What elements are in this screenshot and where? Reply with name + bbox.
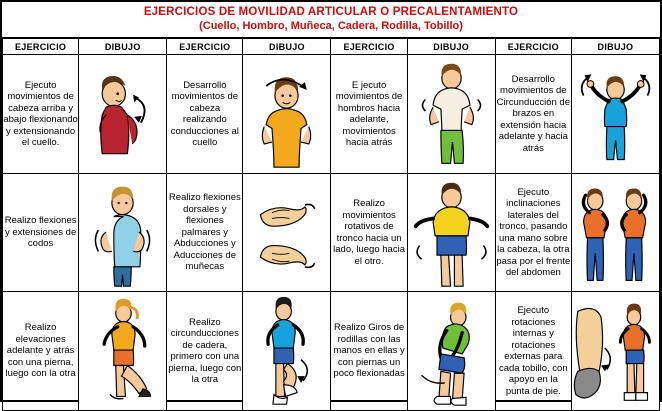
exercise-figure-cell [571, 292, 659, 411]
exercise-text: Realizo circunducciones de cadera, primero con una pierna, luego con la otra [167, 292, 243, 411]
wrist-flexion-figure [243, 174, 330, 291]
table-row [3, 55, 660, 174]
elbow-flexion-extension-figure [79, 174, 166, 291]
table-header-row [3, 39, 660, 55]
exercise-figure-cell [79, 174, 167, 292]
exercise-text: E jecuto movimientos de hombros hacia adelante, movimientos hacia atrás [331, 55, 407, 174]
exercise-figure-cell [407, 55, 495, 174]
neck-rotation-figure [243, 55, 330, 173]
exercise-text: Ejecuto movimientos de cabeza arriba y abajo flexionando y extensionando el cuello. [3, 55, 79, 174]
neck-flexion-extension-figure [79, 55, 166, 173]
exercise-text: Realizo flexiones y extensiones de codos [3, 174, 79, 292]
trunk-rotation-figure [408, 174, 495, 291]
header-drawing-2: DIBUJO [243, 39, 331, 55]
exercise-text: Realizo movimientos rotativos de tronco hacia un lado, luego hacia el otro. [331, 174, 407, 292]
title-line-2: (Cuello, Hombro, Muñeca, Cadera, Rodilla, Tobillo) [199, 20, 463, 32]
exercise-text: Realizo Giros de rodillas con las manos en ellas y con piernas un poco flexionadas [331, 292, 407, 411]
leg-raise-front-back-figure [79, 292, 166, 410]
shoulder-forward-backward-figure [408, 55, 495, 173]
header-drawing-3: DIBUJO [407, 39, 495, 55]
exercise-text: Ejecuto inclinaciones laterales del tronco, pasando una mano sobre la cabeza, la otra pasa por el frente del abdomen [495, 174, 571, 292]
header-exercise-4: EJERCICIO [495, 39, 571, 55]
table-row [3, 292, 660, 411]
exercise-figure-cell [79, 55, 167, 174]
exercise-text: Realizo flexiones dorsales y flexiones palmares y Abducciones y Aducciones de muñecas [167, 174, 243, 292]
exercise-figure-cell [243, 292, 331, 411]
exercise-text: Ejecuto rotaciones internas y rotaciones externas para cada tobillo, con apoyo en la punta de pie. [495, 292, 571, 411]
header-drawing-1: DIBUJO [79, 39, 167, 55]
lateral-trunk-bend-figure [572, 174, 659, 291]
header-drawing-4: DIBUJO [571, 39, 659, 55]
knee-circles-figure [408, 292, 495, 410]
sheet-title [2, 2, 660, 38]
exercise-text: Desarrollo movimientos de Circunducción de brazos en extensión hacia adelante y hacia atrás [495, 55, 571, 174]
header-exercise-2: EJERCICIO [167, 39, 243, 55]
exercise-text: Desarrollo movimientos de cabeza realizando conducciones al cuello [167, 55, 243, 174]
exercise-text: Realizo elevaciones adelante y atrás con una pierna, luego con la otra [3, 292, 79, 411]
exercise-table [2, 38, 660, 411]
hip-circumduction-figure [243, 292, 330, 410]
exercise-figure-cell [407, 292, 495, 411]
exercise-figure-cell [571, 55, 659, 174]
ankle-rotation-figure [572, 292, 659, 410]
exercise-figure-cell [407, 174, 495, 292]
exercise-figure-cell [243, 174, 331, 292]
exercise-figure-cell [571, 174, 659, 292]
title-line-1: EJERCICIOS DE MOVILIDAD ARTICULAR O PRECALENTAMIENTO [143, 6, 519, 18]
arm-circumduction-figure [572, 55, 659, 173]
table-row [3, 174, 660, 292]
exercise-figure-cell [243, 55, 331, 174]
exercise-figure-cell [79, 292, 167, 411]
header-exercise-3: EJERCICIO [331, 39, 407, 55]
header-exercise-1: EJERCICIO [3, 39, 79, 55]
